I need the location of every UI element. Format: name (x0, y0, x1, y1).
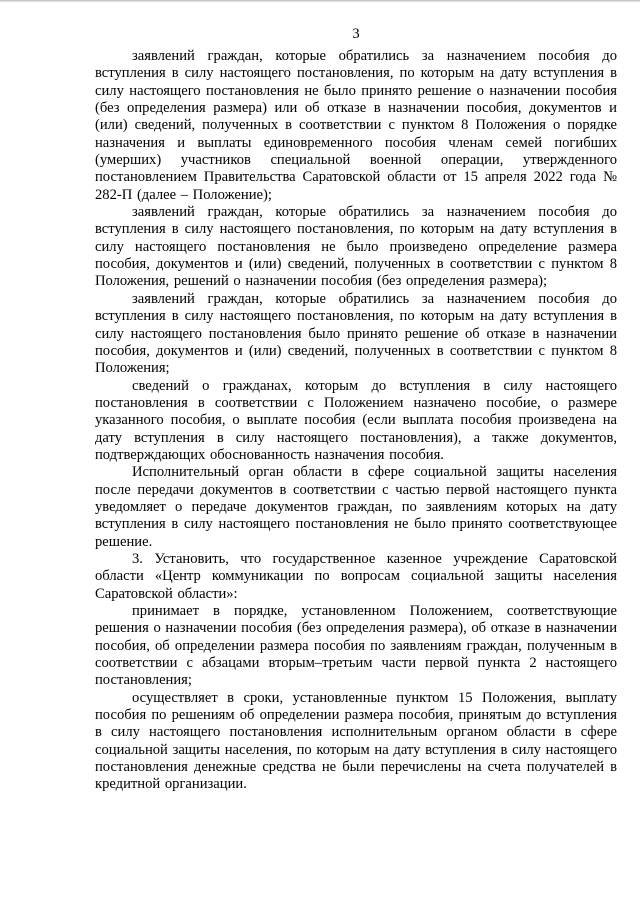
document-body (95, 48, 617, 794)
document-page (0, 2, 640, 794)
paragraph-5: Исполнительный орган области в сфере социальной защиты населения после передачи документов в соответствии с частью первой настоящего пункта уведомляет о передаче документов граждан, по заявлениям которых на дату вступления в силу настоящего постановления не было принято соответствующее решение. (95, 464, 617, 550)
paragraph-4: сведений о гражданах, которым до вступления в силу настоящего постановления в соответствии с Положением назначено пособие, о размере указанного пособия, о выплате пособия (если выплата пособия произведена на дату вступления в силу настоящего постановления), а также документов, подтверждающих обоснованность назначения пособия. (95, 377, 617, 463)
paragraph-6: 3. Установить, что государственное казенное учреждение Саратовской области «Центр коммуникации по вопросам социальной защиты населения Саратовской области»: (95, 550, 617, 602)
paragraph-8: осуществляет в сроки, установленные пунктом 15 Положения, выплату пособия по решениям об определении размера пособия, принятым до вступления в силу настоящего постановления исполнительным органом области в сфере социальной защиты населения, по которым на дату вступления в силу настоящего постановления денежные средства не были перечислены на счета получателей в кредитной организации. (95, 689, 617, 793)
paragraph-2: заявлений граждан, которые обратились за назначением пособия до вступления в силу настоящего постановления, по которым на дату вступления в силу настоящего постановления не было произведено определение размера пособия, документов и (или) сведений, полученных в соответствии с пунктом 8 Положения, решений о назначении пособия (без определения размера); (95, 204, 617, 290)
paragraph-1: заявлений граждан, которые обратились за назначением пособия до вступления в силу настоящего постановления, по которым на дату вступления в силу настоящего постановления не было принято решение о назначении пособия (без определения размера) или об отказе в назначении пособия, документов и (или) сведений, полученных в соответствии с пунктом 8 Положения о порядке назначения и выплаты единовременного пособия членам семей погибших (умерших) участников специальной военной операции, утвержденного постановлением Правительства Саратовской области от 15 апреля 2022 года № 282-П (далее – Положение); (95, 48, 617, 203)
paragraph-7: принимает в порядке, установленном Положением, соответствующие решения о назначении пособия (без определения размера), об отказе в назначении пособия, об определении размера пособия по заявлениям граждан, полученным в соответствии с абзацами вторым–третьим части первой пункта 2 настоящего постановления; (95, 603, 618, 689)
paragraph-3: заявлений граждан, которые обратились за назначением пособия до вступления в силу настоящего постановления, по которым на дату вступления в силу настоящего постановления было принято решение об отказе в назначении пособия, документов и (или) сведений, полученных в соответствии с пунктом 8 Положения; (95, 290, 617, 377)
page-number: 3 (352, 26, 360, 42)
